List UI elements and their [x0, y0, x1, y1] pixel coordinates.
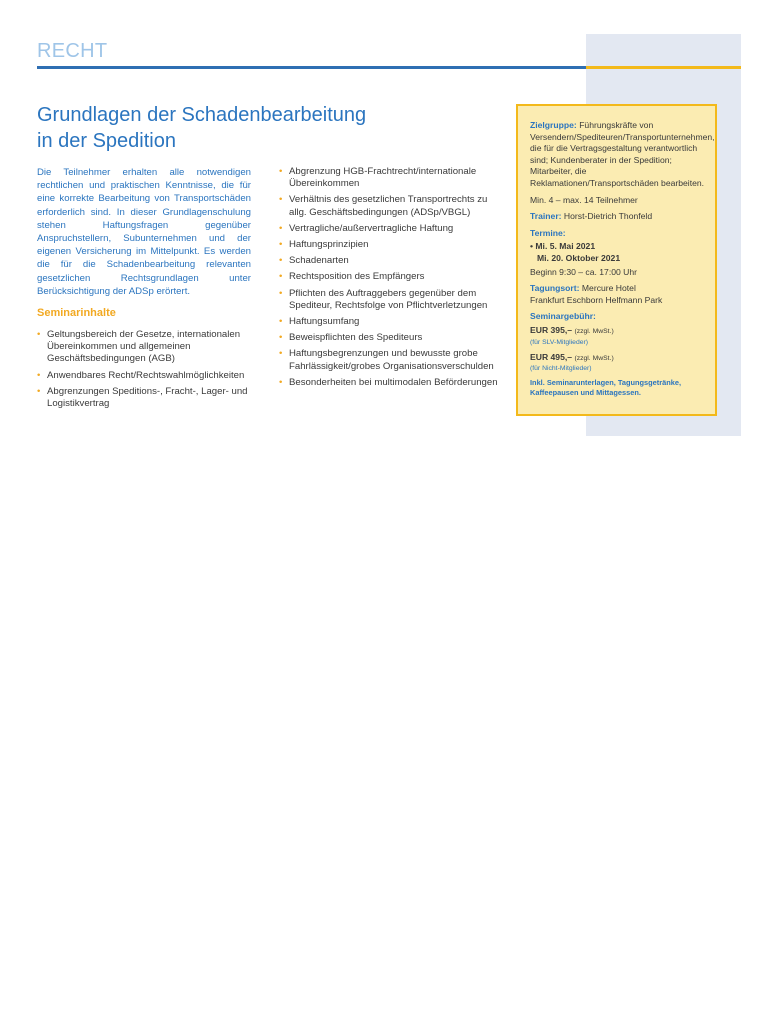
bullet-icon: •: [279, 348, 283, 360]
bullet-icon: •: [279, 239, 283, 251]
price-nonmember-value: EUR 495,–: [530, 351, 573, 362]
list-item: [37, 370, 257, 382]
trainer: [530, 211, 707, 223]
bullet-icon: •: [279, 287, 283, 299]
bullet-icon: •: [279, 316, 283, 328]
list-item: [279, 271, 501, 283]
list-item: [279, 288, 501, 312]
venue: [530, 283, 707, 306]
bullet-icon: •: [279, 222, 283, 234]
bullet-icon: •: [279, 194, 283, 206]
participants: Min. 4 – max. 14 Teilnehmer: [530, 194, 638, 205]
list-item-text: Vertragliche/außervertragliche Haftung: [289, 222, 454, 234]
list-item: [279, 194, 501, 218]
bullet-icon: •: [279, 376, 283, 388]
header-rule-accent: [586, 66, 741, 69]
header-rule: [37, 66, 586, 69]
dates-label: [530, 228, 707, 240]
list-item-text: Haftungsprinzipien: [289, 239, 369, 251]
fee-label: [530, 311, 707, 323]
intro-paragraph: Die Teilnehmer erhalten alle notwendigen rechtlichen und praktischen Kenntnisse, die für eine korrekte Bearbeitung von Transportschäden erforderlich sind. In dieser Grundlagenschulung stehen Haftungsfragen gegenüber Anspruchstellern, Subunternehmen und der eigenen Versicherung im Mittelpunkt. Es werden die für die Schadenbearbeitung relevanten gesetzlichen Rechtsgrundlagen unter Berücksichtigung der ADSp erörtert.: [37, 167, 251, 297]
venue-line-2: Frankfurt Eschborn Helfmann Park: [530, 294, 663, 305]
seminar-time: Beginn 9:30 – ca. 17:00 Uhr: [530, 266, 638, 277]
included-services: Inkl. Seminarunterlagen, Tagungsgetränke, Kaffeepausen und Mittagessen.: [530, 378, 681, 397]
title-line-2: in der Spedition: [37, 130, 176, 152]
list-item: [37, 386, 257, 410]
price-member-tax: (zzgl. MwSt.): [574, 327, 614, 335]
dates-label-text: Termine:: [530, 227, 566, 238]
list-item: [279, 316, 501, 328]
list-item: [279, 223, 501, 235]
list-item-text: Verhältnis des gesetzlichen Transportrechts zu allg. Geschäftsbedingungen (ADSp/VBGL): [289, 194, 488, 218]
bullet-icon: •: [279, 332, 283, 344]
list-item-text: Haftungsbegrenzungen und bewusste grobe Fahrlässigkeit/grobes Organisationsverschulden: [289, 348, 494, 372]
price-nonmember-tax: (zzgl. MwSt.): [574, 354, 614, 362]
list-item-text: Abgrenzung HGB-Frachtrecht/internationale Übereinkommen: [289, 166, 477, 190]
list-item-text: Haftungsumfang: [289, 316, 360, 328]
bullet-icon: •: [37, 385, 41, 397]
venue-line-1: Mercure Hotel: [581, 283, 636, 294]
list-item-text: Schadenarten: [289, 255, 349, 267]
price-member-value: EUR 395,–: [530, 324, 573, 335]
date-2: Mi. 20. Oktober 2021: [537, 252, 621, 263]
member-note: (für SLV-Mitglieder): [530, 338, 589, 346]
list-item: [279, 348, 501, 372]
seminar-heading: Seminarinhalte: [37, 307, 116, 319]
list-item: [279, 332, 501, 344]
seminar-info-box: [516, 104, 717, 416]
section-label: RECHT: [37, 40, 108, 62]
list-item-text: Geltungsbereich der Gesetze, internationalen Übereinkommen und allgemeinen Geschäftsbedingungen (AGB): [47, 329, 241, 365]
bullet-icon: •: [37, 369, 41, 381]
list-item: [279, 239, 501, 251]
bullet-icon: •: [279, 255, 283, 267]
fee-label-text: Seminargebühr:: [530, 311, 596, 322]
bullet-icon: •: [37, 329, 41, 340]
nonmember-note: (für Nicht-Mitglieder): [530, 365, 592, 373]
target-group-text: Führungskräfte von Versendern/Spediteuren/Transportunternehmen, die für die Vertragsgestaltung verantwortlich sind; Kundenberater in der Spedition; Mitarbeiter, die Reklamationen/Transportschäden bearbeiten.: [530, 120, 715, 188]
list-item-text: Rechtsposition des Empfängers: [289, 271, 425, 283]
title-line-1: Grundlagen der Schadenbearbeitung: [37, 104, 367, 126]
list-item: [279, 166, 501, 190]
list-item-text: Pflichten des Auftraggebers gegenüber dem Spediteur, Rechtsfolge von Pflichtverletzungen: [289, 287, 488, 311]
list-item-text: Beweispflichten des Spediteurs: [289, 332, 423, 344]
list-item: [279, 255, 501, 267]
price-nonmember: [530, 352, 707, 365]
trainer-name: Horst-Dietrich Thonfeld: [563, 211, 653, 222]
page-title: [37, 102, 507, 154]
seminar-list-right: [279, 166, 501, 393]
target-group: [530, 120, 715, 190]
trainer-label: Trainer:: [530, 211, 562, 222]
list-item: [279, 377, 501, 389]
bullet-icon: •: [279, 166, 283, 177]
list-item: [37, 329, 257, 366]
price-member: [530, 325, 707, 338]
date-1: • Mi. 5. Mai 2021: [530, 241, 596, 252]
list-item-text: Anwendbares Recht/Rechtswahlmöglichkeiten: [47, 369, 245, 381]
list-item-text: Abgrenzungen Speditions-, Fracht-, Lager- und Logistikvertrag: [47, 385, 248, 410]
target-group-label: Zielgruppe:: [530, 120, 577, 130]
seminar-list-left: [37, 329, 257, 414]
list-item-text: Besonderheiten bei multimodalen Beförderungen: [289, 376, 498, 388]
venue-label: Tagungsort:: [530, 283, 580, 294]
bullet-icon: •: [279, 271, 283, 283]
